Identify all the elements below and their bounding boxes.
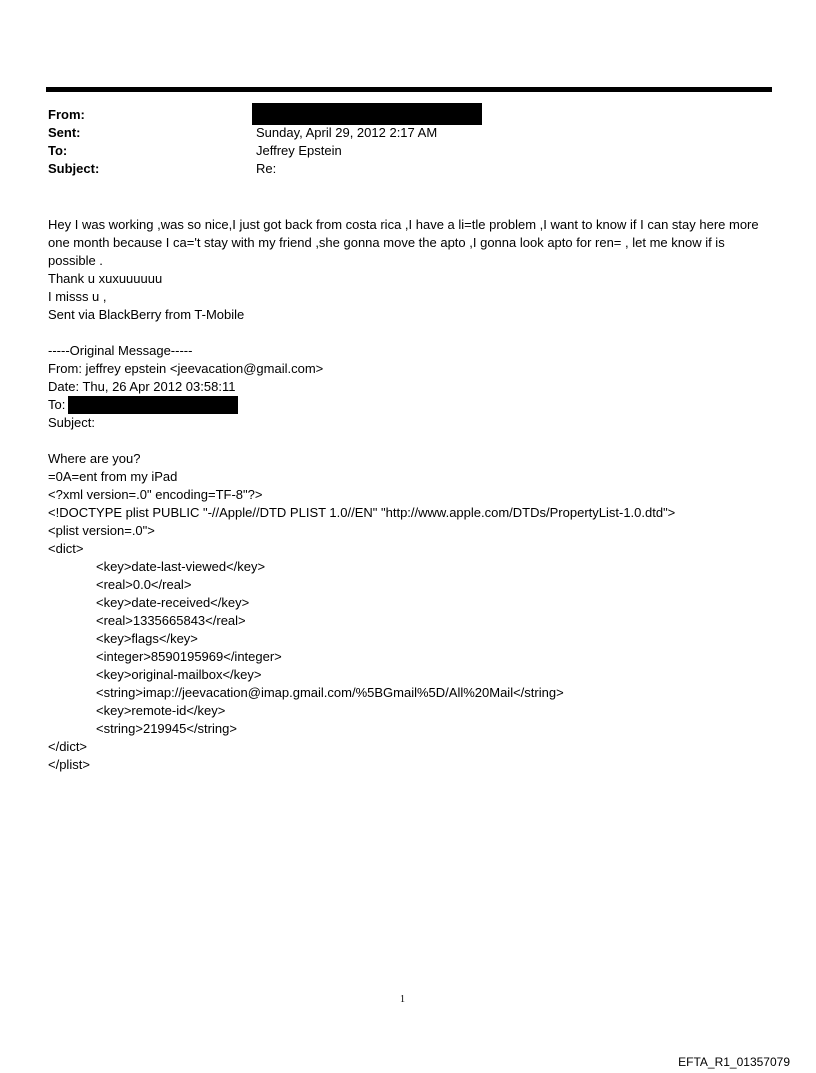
dict-line: <real>0.0</real> [96,577,192,592]
original-to-line [48,396,772,414]
dict-line: <real>1335665843</real> [96,613,246,628]
dict-line: <key>flags</key> [96,631,198,646]
redacted-recipient-block [68,396,238,414]
to-row [48,142,768,160]
document-id: EFTA_R1_01357079 [678,1055,790,1069]
redacted-sender-block [252,103,482,125]
subject-row [48,160,768,178]
plist-open-tag: <plist version=.0"> [48,523,155,538]
from-label: From: [48,107,85,122]
sent-row [48,124,768,142]
email-header [48,106,768,178]
original-date-line: Date: Thu, 26 Apr 2012 03:58:11 [48,379,236,394]
subject-value: Re: [256,161,277,176]
dict-line: <key>date-last-viewed</key> [96,559,266,574]
dict-line: <key>remote-id</key> [96,703,226,718]
email-body [48,216,772,774]
message-line-thanks: Thank u xuxuuuuuu [48,271,163,286]
dict-line: <string>219945</string> [96,721,237,736]
message-paragraph: Hey I was working ,was so nice,I just got back from costa rica ,I have a li=tle problem ,I want to know if I can stay here more one month because I ca='t stay with my friend ,she gonna move the apto ,I gonna look apto for ren= , let me know if is possible . [48,217,759,268]
to-label: To: [48,143,68,158]
message-signature: Sent via BlackBerry from T-Mobile [48,307,245,322]
plist-close-tag: </plist> [48,757,90,772]
from-row [48,106,768,124]
sent-value: Sunday, April 29, 2012 2:17 AM [256,125,438,140]
spacer [48,432,772,450]
to-value: Jeffrey Epstein [256,143,342,158]
original-separator: -----Original Message----- [48,343,193,358]
dict-line: <string>imap://jeevacation@imap.gmail.com/%5BGmail%5D/All%20Mail</string> [96,685,564,700]
header-divider [46,87,772,92]
dict-line: <key>date-received</key> [96,595,250,610]
original-ipad-line: =0A=ent from my iPad [48,469,178,484]
spacer [48,324,772,342]
sent-label: Sent: [48,125,81,140]
subject-label: Subject: [48,161,100,176]
xml-doctype: <!DOCTYPE plist PUBLIC "-//Apple//DTD PLIST 1.0//EN" "http://www.apple.com/DTDs/PropertyList-1.0.dtd"> [48,505,676,520]
original-to-label: To: [48,397,66,412]
dict-line: <integer>8590195969</integer> [96,649,282,664]
dict-open-tag: <dict> [48,541,84,556]
xml-declaration: <?xml version=.0" encoding=TF-8"?> [48,487,263,502]
page-number: 1 [400,994,405,1005]
original-from-line: From: jeffrey epstein <jeevacation@gmail.com> [48,361,324,376]
original-question: Where are you? [48,451,141,466]
dict-close-tag: </dict> [48,739,88,754]
original-subject-line: Subject: [48,415,95,430]
message-line-miss: I misss u , [48,289,107,304]
dict-line: <key>original-mailbox</key> [96,667,262,682]
